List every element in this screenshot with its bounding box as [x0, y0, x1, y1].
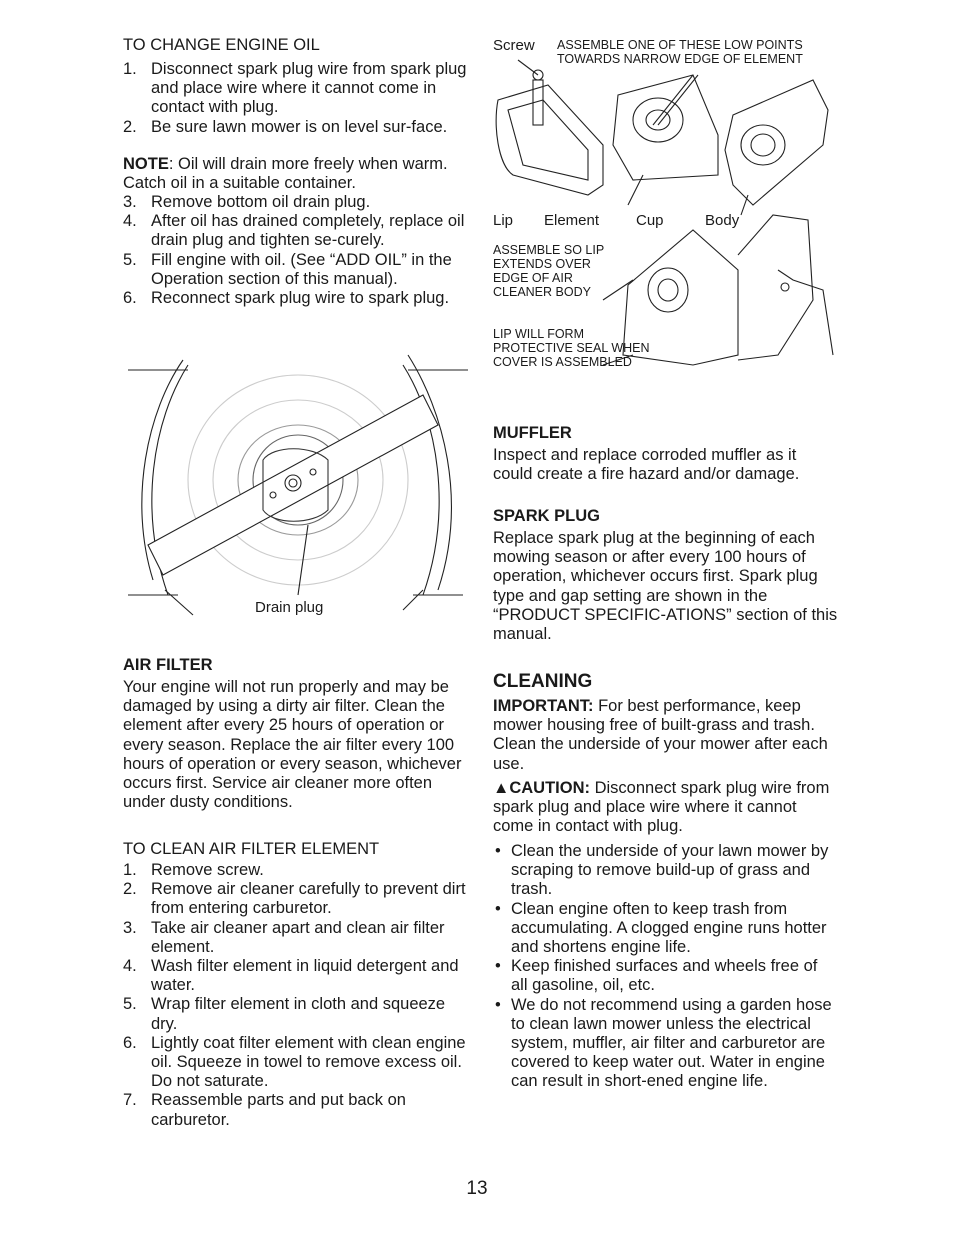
oil-step [123, 251, 473, 289]
step-number: 2. [123, 117, 137, 136]
step-text: Wrap filter element in cloth and squeeze dry. [151, 995, 446, 1033]
cleaning-heading: CLEANING [493, 671, 593, 692]
step-number: 1. [123, 60, 137, 78]
step-number: 3. [123, 193, 137, 211]
assemble-low-points-label: ASSEMBLE ONE OF THESE LOW POINTS TOWARDS NARROW EDGE OF ELEMENT [557, 38, 803, 66]
bullet-text: We do not recommend using a garden hose to clean lawn mower unless the electrical system, muffler, air filter and carburetor are covered to keep water out. Water in engine can result in short-ened engine life. [511, 995, 832, 1091]
bullet-text: Keep finished surfaces and wheels free of all gasoline, oil, etc. [511, 957, 818, 995]
oil-step [123, 118, 473, 137]
air-filter-step [123, 957, 473, 995]
step-number: 6. [123, 289, 137, 308]
oil-step [123, 60, 473, 118]
step-number: 3. [123, 918, 137, 937]
step-text: Wash filter element in liquid detergent and water. [151, 957, 459, 995]
lip-label: Lip [493, 212, 514, 229]
element-label: Element [544, 212, 600, 229]
step-text: Remove screw. [151, 861, 264, 879]
cleaning-bullet [493, 996, 838, 1092]
oil-note [123, 155, 453, 193]
caution-label: CAUTION: [509, 779, 590, 797]
important-label: IMPORTANT: [493, 697, 594, 715]
note-text: : Oil will drain more freely when warm. Catch oil in a suitable container. [123, 155, 448, 193]
drain-plug-label: Drain plug [255, 599, 324, 616]
air-filter-heading: AIR FILTER [123, 656, 213, 674]
cleaning-bullet [493, 900, 838, 958]
bullet-icon: • [495, 995, 501, 1014]
lip-seal-label: LIP WILL FORM PROTECTIVE SEAL WHEN COVER IS ASSEMBLED [493, 327, 650, 369]
step-text: Disconnect spark plug wire from spark plug and place wire where it cannot come in contact with plug. [151, 60, 467, 117]
cleaning-bullet [493, 842, 838, 900]
blade-drain-plug-figure [123, 350, 473, 640]
screw-label: Screw [493, 37, 535, 54]
step-number: 4. [123, 212, 137, 231]
step-number: 7. [123, 1091, 137, 1110]
air-filter-step [123, 919, 473, 957]
cup-label: Cup [636, 212, 664, 229]
step-text: Be sure lawn mower is on level sur-face. [151, 117, 448, 136]
spark-plug-heading: SPARK PLUG [493, 507, 600, 525]
bullet-text: Clean engine often to keep trash from accumulating. A clogged engine runs hotter and shortens engine life. [511, 899, 827, 957]
body-label: Body [705, 212, 740, 229]
caution-paragraph [493, 779, 838, 837]
page-number: 13 [466, 1178, 488, 1199]
air-filter-step [123, 995, 473, 1033]
muffler-text: Inspect and replace corroded muffler as it could create a fire hazard and/or damage. [493, 446, 800, 484]
warning-triangle-icon: ▲ [493, 779, 510, 797]
important-paragraph [493, 697, 838, 774]
bullet-icon: • [495, 957, 501, 976]
air-filter-step [123, 1091, 473, 1129]
bullet-icon: • [495, 842, 501, 860]
step-text: Remove bottom oil drain plug. [151, 193, 371, 211]
oil-steps-b [123, 193, 473, 308]
air-filter-step [123, 880, 473, 918]
step-number: 5. [123, 995, 137, 1014]
step-number: 2. [123, 880, 137, 899]
important-text: For best performance, keep mower housing free of built-grass and trash. Clean the underside of your mower after each use. [493, 697, 828, 773]
muffler-heading: MUFFLER [493, 424, 572, 442]
air-filter-step [123, 1034, 473, 1092]
assemble-lip-label: ASSEMBLE SO LIP EXTENDS OVER EDGE OF AIR CLEANER BODY [493, 243, 604, 299]
step-number: 6. [123, 1033, 137, 1052]
step-text: Lightly coat filter element with clean engine oil. Squeeze in towel to remove excess oil. Do not saturate. [151, 1033, 466, 1091]
step-number: 4. [123, 957, 137, 976]
clean-air-filter-title: TO CLEAN AIR FILTER ELEMENT [123, 840, 380, 858]
caution-text: Disconnect spark plug wire from spark plug and place wire where it cannot come in contact with plug. [493, 779, 830, 836]
oil-steps-a [123, 60, 473, 137]
bullet-icon: • [495, 899, 501, 918]
step-text: Reassemble parts and put back on carburetor. [151, 1091, 406, 1129]
oil-step [123, 193, 473, 212]
oil-title: TO CHANGE ENGINE OIL [123, 36, 320, 54]
cleaning-bullets [493, 842, 838, 1092]
step-text: After oil has drained completely, replace oil drain plug and tighten se-curely. [151, 212, 465, 250]
step-text: Take air cleaner apart and clean air filter element. [151, 918, 445, 956]
step-number: 5. [123, 250, 137, 269]
step-number: 1. [123, 861, 137, 879]
bullet-text: Clean the underside of your lawn mower by scraping to remove build-up of grass and trash. [511, 842, 829, 899]
step-text: Fill engine with oil. (See “ADD OIL” in the Operation section of this manual). [151, 250, 452, 288]
air-filter-intro: Your engine will not run properly and may be damaged by using a dirty air filter. Clean the element after every 25 hours of operation or every season. Replace the air filter every 100 hours of operation or every season, whichever occurs first. Service air cleaner more often under dusty conditions. [123, 678, 462, 812]
oil-step [123, 212, 473, 250]
cleaning-bullet [493, 957, 838, 995]
spark-plug-text: Replace spark plug at the beginning of each mowing season or after every 100 hours of operation, whichever occurs first. Spark plug type and gap setting are shown in the “PRODUCT SPECIFIC-ATIONS” section of this manual. [493, 529, 838, 644]
step-text: Reconnect spark plug wire to spark plug. [151, 289, 450, 308]
oil-step [123, 289, 473, 308]
air-filter-steps [123, 861, 473, 1130]
note-label: NOTE [123, 155, 169, 173]
step-text: Remove air cleaner carefully to prevent dirt from entering carburetor. [151, 880, 466, 918]
air-filter-step [123, 861, 473, 880]
